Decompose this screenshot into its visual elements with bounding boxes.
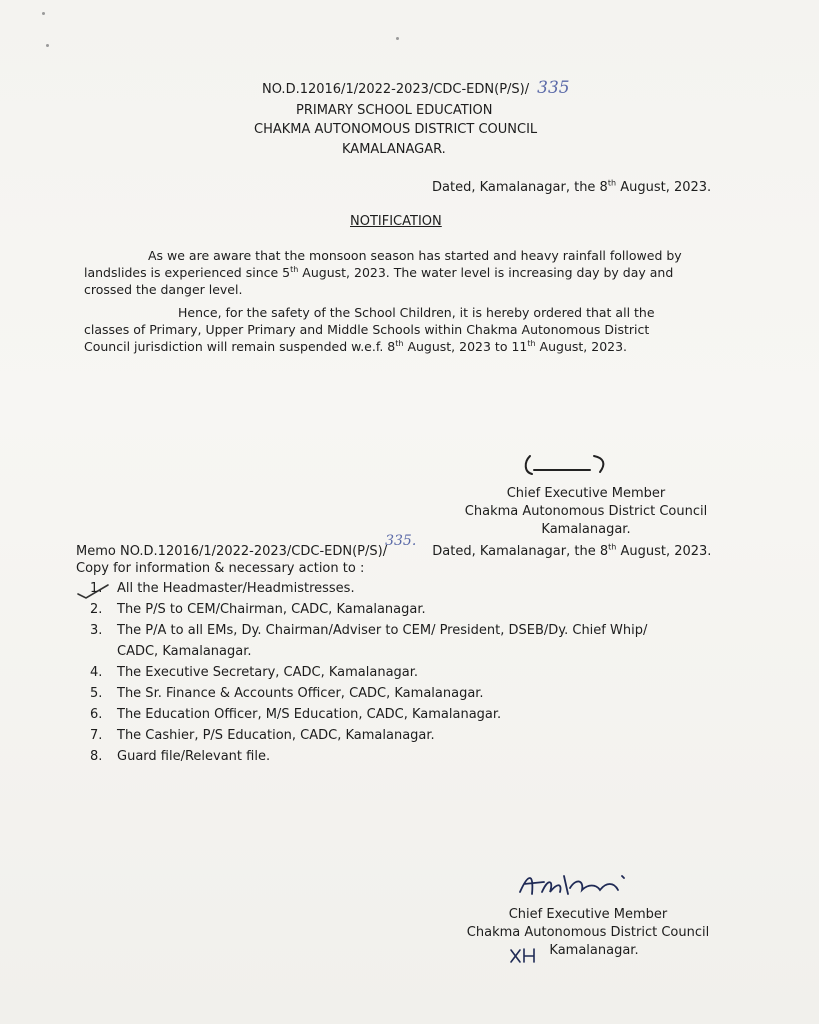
speck [46,44,49,47]
signature-block-2: Chief Executive Member Chakma Autonomous District Council Kamalanagar. [466,907,710,958]
reference-number: NO.D.12016/1/2022-2023/CDC-EDN(P/S)/ 335 [262,78,570,98]
notification-title: NOTIFICATION [350,214,442,229]
speck [42,12,45,15]
list-item: 3. The P/A to all EMs, Dy. Chairman/Adviser to CEM/ President, DSEB/Dy. Chief Whip/ CADC, Kamalanagar. [90,623,648,659]
list-item: 4. The Executive Secretary, CADC, Kamalanagar. [90,665,419,680]
initials-mark [508,946,540,966]
list-item: 5. The Sr. Finance & Accounts Officer, CADC, Kamalanagar. [90,686,484,701]
list-item: 8. Guard file/Relevant file. [90,749,271,764]
speck [396,37,399,40]
handwritten-memo-number: 335. [385,533,417,549]
copy-line: Copy for information & necessary action to : [76,561,365,576]
paragraph-1: As we are aware that the monsoon season has started and heavy rainfall followed by landslides is experienced since 5th August, 2023. The water level is increasing day by day and crossed the danger level. [84,248,682,297]
distribution-list [90,578,647,767]
signature-mark-1 [520,452,616,482]
list-item: 2. The P/S to CEM/Chairman, CADC, Kamalanagar. [90,602,426,617]
place-name: KAMALANAGAR. [342,142,446,157]
handwritten-signature-2 [514,868,644,904]
council-name: CHAKMA AUTONOMOUS DISTRICT COUNCIL [254,122,538,137]
list-item: 7. The Cashier, P/S Education, CADC, Kamalanagar. [90,728,435,743]
list-item: 1. All the Headmaster/Headmistresses. [90,581,355,596]
list-item: 6. The Education Officer, M/S Education, CADC, Kamalanagar. [90,707,502,722]
date-line: Dated, Kamalanagar, the 8th August, 2023. [432,178,712,195]
signature-block-1: Chief Executive Member Chakma Autonomous District Council Kamalanagar. [464,486,708,537]
memo-reference: Memo NO.D.12016/1/2022-2023/CDC-EDN(P/S)/335.Dated, Kamalanagar, the 8th August, 2023. [76,533,712,559]
department-name: PRIMARY SCHOOL EDUCATION [296,103,493,118]
paragraph-2: Hence, for the safety of the School Children, it is hereby ordered that all the classes of Primary, Upper Primary and Middle Schools within Chakma Autonomous District Council jurisdiction will remain suspended w.e.f. 8th August, 2023 to 11th August, 2023. [84,305,655,354]
handwritten-ref-number: 335 [537,78,570,98]
